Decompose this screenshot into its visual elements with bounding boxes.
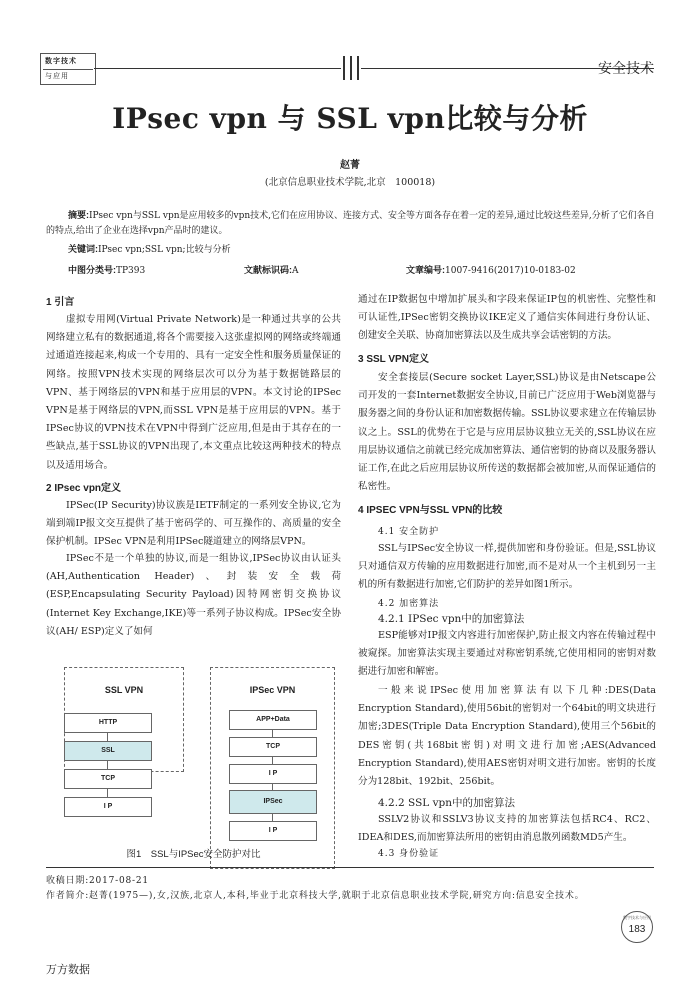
article-number: [406, 263, 576, 276]
article-number-value: 1007-9416(2017)10-0183-02: [445, 266, 576, 276]
section-4-2-1-paragraph-2: 一般来说IPSec使用加密算法有以下几种:DES(Data Encryption Standard),使用56bit的密钥对一个64bit的明文块进行加密;3DES(Triple Data Encryption Standard),使用三个56bit的DES密钥(共168bit密钥)对明文进行加密;AES(Advanced Encryption Standard),使用AES密钥对明文进行加密。密钥的长度分为128bit、192bit、256bit。: [358, 685, 656, 788]
abstract-text: IPsec vpn与SSL vpn是应用较多的vpn技术,它们在应用协议、连接方式、安全等方面各存在着一定的差异,通过比较这些差异,分析了它们各自的特点,给出了企业在选择vpn产品时的建议。: [46, 211, 655, 236]
ssl-layer-ssl: SSL: [64, 741, 152, 761]
figure-1-caption: 图1 SSL与IPSec安全防护对比: [126, 849, 261, 860]
database-watermark: 万方数据: [46, 964, 90, 976]
ipsec-layer-app: APP+Data: [229, 710, 317, 730]
received-date: 收稿日期:2017-08-21: [46, 876, 149, 886]
section-4-2-heading: 4.2 加密算法: [378, 599, 440, 609]
ipsec-vpn-title: IPSec VPN: [249, 685, 296, 695]
section-1-paragraph: 虚拟专用网(Virtual Private Network)是一种通过共享的公共网络建立私有的数据通道,将各个需要接入这张虚拟网的网络或终端通过通道连接起来,构成一个专用的、具有一定安全性和服务质量保证的网络。按照VPN技术实现的网络层次可以分为基于数据链路层的VPN、基于网络层的VPN和基于应用层的VPN。本文讨论的IPSec VPN是基于网络层的VPN,而SSL VPN是基于应用层的VPN。基于IPSec协议的VPN技术在VPN中得到广泛应用,但是由于其存在的一些缺点,基于SSL协议的VPN出现了,本文重点比较这两种技术的特点以及适用场合。: [46, 314, 341, 471]
figure-1: [64, 667, 332, 867]
header-divider-bars: [341, 56, 361, 80]
ipsec-layer-tcp: TCP: [229, 737, 317, 757]
author-name: 赵菁: [340, 160, 360, 171]
journal-logo: [40, 53, 96, 85]
footnote-rule: [46, 867, 654, 868]
section-2-heading: 2 IPsec vpn定义: [46, 483, 122, 494]
doc-code-value: A: [292, 266, 299, 276]
section-4-1-paragraph: SSL与IPSec安全协议一样,提供加密和身份验证。但是,SSL协议只对通信双方传输的应用数据进行加密,而不是对从一个主机到另一主机的所有数据进行加密,它们防护的差异如图1所示。: [358, 543, 656, 591]
section-2-paragraph-1: IPSec(IP Security)协议族是IETF制定的一系列安全协议,它为端到端IP报文交互提供了基于密码学的、可互操作的、高质量的安全保护机制。IPSec VPN是利用IPSec隧道建立的网络层VPN。: [46, 500, 341, 548]
section-1-heading: 1 引言: [46, 297, 75, 308]
section-2-continued: 通过在IP数据包中增加扩展头和字段来保证IP包的机密性、完整性和可认证性,IPSec密钥交换协议IKE定义了通信实体间进行身份认证、创建安全关联、协商加密算法以及生成共享会话密钥的方法。: [358, 294, 656, 342]
ssl-layer-tcp: TCP: [64, 769, 152, 789]
classification-value: TP393: [116, 266, 146, 276]
section-2-paragraph-2: IPSec不是一个单独的协议,而是一组协议,IPSec协议由认证头(AH,Authentication Header)、封装安全载荷(ESP,Encapsulating Security Payload)因特网密钥交换协议(Internet Key Exchange,IKE)等一系列子协议构成。IPSec安全协议(AH/ ESP)定义了如何: [46, 553, 341, 637]
journal-name-line1: 数字技术: [45, 57, 77, 65]
section-4-1-heading: 4.1 安全防护: [378, 527, 440, 537]
section-3-paragraph: 安全套接层(Secure socket Layer,SSL)协议是由Netscape公司开发的一套Internet数据安全协议,目前已广泛应用于Web浏览器与服务器之间的身份认证和加密数据传输。SSL协议要求建立在传输层协议之上。SSL的优势在于它是与应用层协议独立无关的,SSL协议在应用层协议通信之前就已经完成加密算法、通信密钥的协商以及服务器认证工作,在此之后应用层协议所传送的数据都会被加密,从而保证通信的私密性。: [358, 372, 656, 493]
section-4-2-2-heading: 4.2.2 SSL vpn中的加密算法: [378, 797, 515, 809]
ssl-vpn-title: SSL VPN: [104, 685, 144, 695]
section-4-2-2-paragraph: SSLV2协议和SSLV3协议支持的加密算法包括RC4、RC2、IDEA和DES,而加密算法所用的密钥由消息散列函数MD5产生。: [358, 814, 656, 844]
abstract: [46, 208, 658, 239]
section-4-2-1-heading: 4.2.1 IPSec vpn中的加密算法: [378, 613, 525, 625]
keywords-label: 关键词:: [68, 244, 98, 254]
ipsec-layer-ip-outer: I P: [229, 821, 317, 841]
section-label: 安全技术: [598, 60, 654, 76]
ssl-layer-ip: I P: [64, 797, 152, 817]
author-affiliation: (北京信息职业技术学院,北京 100018): [264, 177, 436, 188]
journal-name-line2: 与应用: [45, 72, 69, 80]
classification-number: [68, 263, 145, 276]
keywords: [68, 242, 231, 255]
section-3-heading: 3 SSL VPN定义: [358, 354, 429, 365]
classification-label: 中图分类号:: [68, 265, 116, 275]
page-number: 183: [628, 924, 646, 935]
ssl-layer-http: HTTP: [64, 713, 152, 733]
seal-text: 数字技术与应用: [623, 915, 651, 920]
doc-code-label: 文献标识码:: [244, 265, 292, 275]
section-4-heading: 4 IPSEC VPN与SSL VPN的比较: [358, 505, 503, 516]
article-number-label: 文章编号:: [406, 265, 445, 275]
page-number-seal: [621, 911, 653, 943]
section-4-2-1-paragraph-1: ESP能够对IP报文内容进行加密保护,防止报文内容在传输过程中被窥探。加密算法实现主要通过对称密钥系统,它使用相同的密钥对数据进行加密和解密。: [358, 630, 656, 678]
article-title: IPsec vpn 与 SSL vpn比较与分析: [112, 102, 588, 135]
author-bio: 作者简介:赵菁(1975—),女,汉族,北京人,本科,毕业于北京科技大学,就职于北京信息职业技术学院,研究方向:信息安全技术。: [46, 891, 585, 901]
document-code: [244, 263, 299, 276]
ipsec-layer-ip: I P: [229, 764, 317, 784]
ipsec-layer-ipsec: IPSec: [229, 790, 317, 814]
abstract-label: 摘要:: [68, 210, 89, 220]
header-rule-left: [94, 68, 341, 69]
section-4-3-heading: 4.3 身份验证: [378, 849, 440, 859]
keywords-text: IPsec vpn;SSL vpn;比较与分析: [98, 245, 231, 255]
